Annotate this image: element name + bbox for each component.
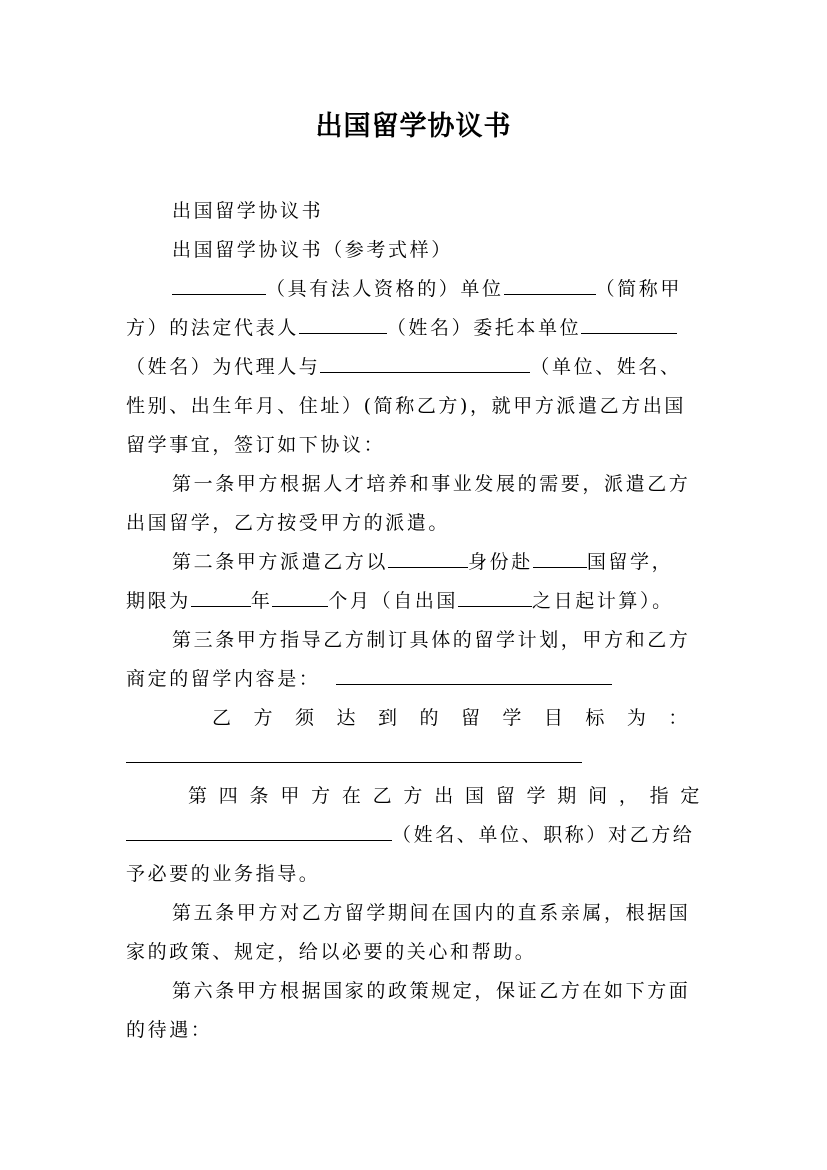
- article-2-text: 第二条甲方派遣乙方以: [172, 551, 389, 573]
- article-1-line-1: 第一条甲方根据人才培养和事业发展的需要，派遣乙方: [172, 473, 691, 495]
- article-3-line-3: 乙方须达到的留学目标为：: [212, 707, 690, 729]
- article-1-line-2: 出国留学，乙方按受甲方的派遣。: [126, 512, 451, 534]
- intro-text: （单位、姓名、: [530, 356, 682, 378]
- article-2-text: 之日起计算）。: [532, 590, 674, 612]
- article-3-line-1: 第三条甲方指导乙方制订具体的留学计划，甲方和乙方: [172, 629, 691, 651]
- article-2-line-2: [126, 588, 706, 614]
- blank-status: [388, 549, 468, 568]
- article-2-text: 国留学，: [586, 551, 674, 573]
- blank-unit: [172, 276, 266, 295]
- article-2-text: 期限为: [126, 590, 191, 612]
- blank-departure: [458, 588, 532, 607]
- intro-line-4: 性别、出生年月、住址）(简称乙方)，就甲方派遣乙方出国: [126, 395, 687, 417]
- article-4-line-3: 予必要的业务指导。: [126, 863, 321, 885]
- intro-text: （具有法人资格的）单位: [266, 278, 504, 300]
- heading-line-1: 出国留学协议书: [172, 200, 324, 222]
- blank-study-goal: [126, 744, 582, 763]
- blank-years: [191, 588, 251, 607]
- article-4-text: （姓名、单位、职称）对乙方给: [392, 824, 695, 846]
- blank-months: [272, 588, 328, 607]
- article-3-line-2: [126, 666, 706, 692]
- article-4-line-1: 第四条甲方在乙方出国留学期间，指定: [188, 785, 702, 807]
- blank-agent-unit: [581, 315, 677, 334]
- article-6-line-2: 的待遇：: [126, 1019, 213, 1041]
- blank-party-b: [320, 354, 530, 373]
- intro-line-2: [126, 315, 706, 341]
- article-2-line-1: [172, 549, 752, 575]
- article-2-text: 个月（自出国: [328, 590, 459, 612]
- intro-line-3: [126, 354, 706, 380]
- blank-legal-rep: [299, 315, 387, 334]
- intro-text: （姓名）委托本单位: [386, 317, 582, 339]
- intro-line-5: 留学事宜，签订如下协议：: [126, 434, 386, 456]
- intro-text: （姓名）为代理人与: [126, 356, 321, 378]
- blank-study-content: [336, 666, 612, 685]
- article-2-text: 年: [250, 590, 273, 612]
- article-3-text: 商定的留学内容是：: [126, 668, 321, 690]
- document-title: 出国留学协议书: [315, 111, 512, 142]
- intro-text: （简称甲: [595, 278, 683, 300]
- article-2-text: 身份赴: [468, 551, 533, 573]
- intro-line-1: [172, 276, 752, 302]
- article-6-line-1: 第六条甲方根据国家的政策规定，保证乙方在如下方面: [172, 980, 691, 1002]
- blank-supervisor: [126, 822, 392, 841]
- blank-short-name: [504, 276, 596, 295]
- intro-text: 方）的法定代表人: [126, 317, 299, 339]
- article-5-line-1: 第五条甲方对乙方留学期间在国内的直系亲属，根据国: [172, 902, 691, 924]
- heading-line-2: 出国留学协议书（参考式样）: [172, 239, 453, 261]
- blank-country: [533, 549, 587, 568]
- article-4-line-2: [126, 822, 706, 848]
- article-5-line-2: 家的政策、规定，给以必要的关心和帮助。: [126, 941, 537, 963]
